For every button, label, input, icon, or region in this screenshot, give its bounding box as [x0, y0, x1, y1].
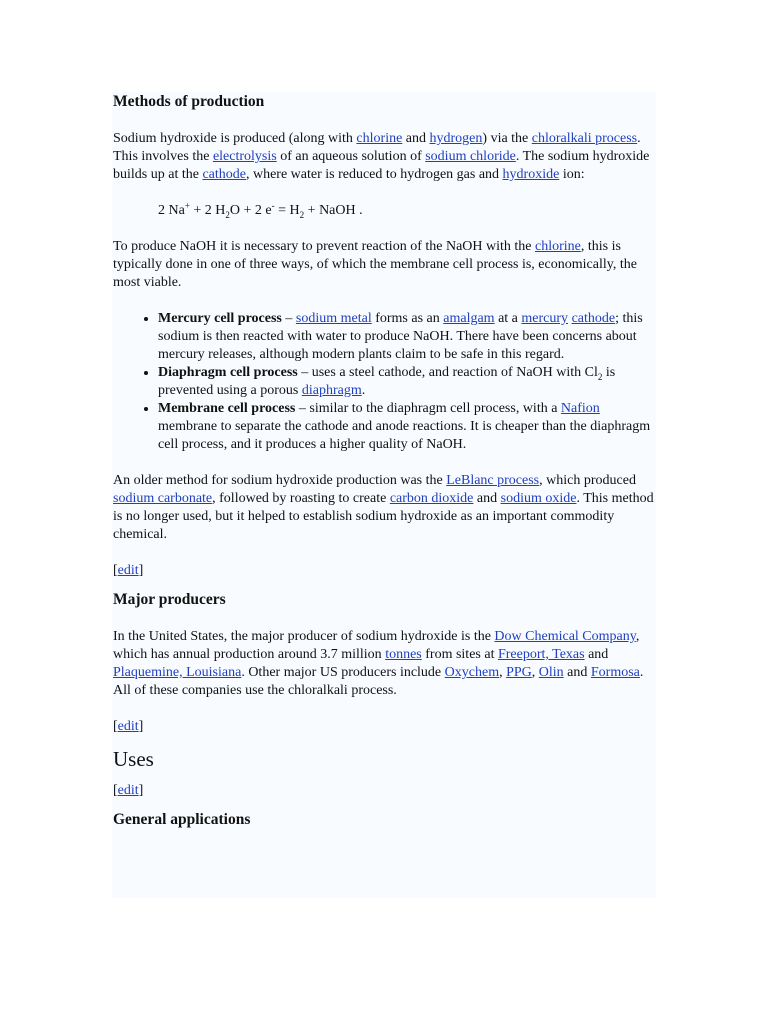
link-chlorine-2[interactable]: chlorine: [535, 239, 581, 254]
link-sodium-chloride[interactable]: sodium chloride: [425, 149, 516, 164]
text: is prevented using a porous: [158, 365, 616, 398]
text: . Other major US producers include: [241, 665, 445, 680]
superscript: +: [184, 200, 190, 211]
link-formosa[interactable]: Formosa: [590, 665, 640, 680]
link-sodium-oxide[interactable]: sodium oxide: [500, 491, 577, 506]
text: 2 Na: [158, 203, 185, 218]
heading-major-producers: Major producers: [113, 591, 226, 608]
heading-general-applications: General applications: [113, 811, 251, 828]
edit-section-uses: [113, 718, 655, 736]
text: , where water is reduced to hydrogen gas and: [245, 167, 503, 182]
link-nafion[interactable]: Nafion: [560, 401, 600, 416]
text: –: [281, 311, 296, 326]
text: , which produced: [539, 473, 636, 488]
text: O + 2 e: [229, 203, 272, 218]
link-plaquemine-louisiana[interactable]: Plaquemine, Louisiana: [113, 665, 242, 680]
text: + 2 H: [189, 203, 226, 218]
bracket: [: [113, 783, 118, 798]
chemical-equation: [113, 202, 655, 220]
link-sodium-carbonate[interactable]: sodium carbonate: [113, 491, 213, 506]
link-oxychem[interactable]: Oxychem: [444, 665, 500, 680]
text: . The sodium hydroxide builds up at the: [113, 149, 650, 182]
text: of an aqueous solution of: [276, 149, 426, 164]
text: + NaOH .: [304, 203, 363, 218]
text: . This involves the: [113, 131, 641, 164]
paragraph-producers: [113, 628, 655, 700]
text: – similar to the diaphragm cell process, with a: [295, 401, 561, 416]
list-item-mercury-cell: [158, 310, 655, 364]
text: ,: [531, 665, 539, 680]
bracket: ]: [138, 783, 144, 798]
text: Sodium hydroxide is produced (along with: [113, 131, 357, 146]
text: ) via the: [482, 131, 532, 146]
term: Diaphragm cell process: [158, 365, 298, 380]
term: Mercury cell process: [158, 311, 282, 326]
edit-link[interactable]: edit: [117, 783, 139, 798]
link-hydroxide[interactable]: hydroxide: [502, 167, 560, 182]
text: – uses a steel cathode, and reaction of NaOH with Cl: [297, 365, 598, 380]
edit-link[interactable]: edit: [117, 563, 139, 578]
production-methods-list: [113, 310, 655, 454]
link-leblanc-process[interactable]: LeBlanc process: [446, 473, 540, 488]
text: In the United States, the major producer of sodium hydroxide is the: [113, 629, 495, 644]
text: An older method for sodium hydroxide production was the: [113, 473, 447, 488]
text: and: [402, 131, 430, 146]
text: .: [361, 383, 366, 398]
term: Membrane cell process: [158, 401, 296, 416]
text: membrane to separate the cathode and anode reactions. It is cheaper than the diaphragm cell process, and it produces a higher quality of NaOH.: [158, 419, 651, 452]
text: , followed by roasting to create: [212, 491, 390, 506]
text: ,: [499, 665, 507, 680]
link-cathode-2[interactable]: cathode: [571, 311, 616, 326]
link-carbon-dioxide[interactable]: carbon dioxide: [389, 491, 474, 506]
paragraph-production-intro: [113, 130, 655, 184]
list-item-diaphragm-cell: [158, 364, 655, 400]
text: , which has annual production around 3.7 million: [113, 629, 640, 662]
text: To produce NaOH it is necessary to prevent reaction of the NaOH with the: [113, 239, 535, 254]
text: , this is typically done in one of three ways, of which the membrane cell process is, economically, the most viable.: [113, 239, 637, 290]
text: and: [584, 647, 609, 662]
edit-link[interactable]: edit: [117, 719, 139, 734]
link-mercury[interactable]: mercury: [521, 311, 569, 326]
link-chlorine[interactable]: chlorine: [356, 131, 403, 146]
text: . All of these companies use the chloralkali process.: [113, 665, 644, 698]
link-hydrogen[interactable]: hydrogen: [429, 131, 483, 146]
edit-section-producers: [113, 562, 655, 580]
text: forms as an: [371, 311, 444, 326]
subscript: 2: [299, 209, 305, 220]
heading-uses: Uses: [113, 747, 154, 771]
link-freeport-texas[interactable]: Freeport, Texas: [497, 647, 585, 662]
list-item-membrane-cell: [158, 400, 655, 454]
bracket: ]: [138, 719, 144, 734]
bracket: [: [113, 719, 118, 734]
text: = H: [274, 203, 300, 218]
text: and: [563, 665, 591, 680]
link-cathode[interactable]: cathode: [202, 167, 246, 182]
link-olin[interactable]: Olin: [538, 665, 564, 680]
text: . This method is no longer used, but it helped to establish sodium hydroxide as an important commodity chemical.: [113, 491, 654, 542]
link-diaphragm[interactable]: diaphragm: [301, 383, 362, 398]
text: ; this sodium is then reacted with water to produce NaOH. There have been concerns about mercury releases, although modern plants claim to be safe in this regard.: [158, 311, 643, 362]
text: and: [473, 491, 501, 506]
link-ppg[interactable]: PPG: [506, 665, 532, 680]
text: at a: [494, 311, 522, 326]
heading-methods-of-production: Methods of production: [113, 93, 265, 110]
text: from sites at: [421, 647, 498, 662]
link-electrolysis[interactable]: electrolysis: [212, 149, 277, 164]
subscript: 2: [597, 371, 603, 382]
link-dow-chemical[interactable]: Dow Chemical Company: [494, 629, 636, 644]
article-content: [113, 92, 655, 830]
bracket: [: [113, 563, 118, 578]
link-chloralkali-process[interactable]: chloralkali process: [531, 131, 638, 146]
link-sodium-metal[interactable]: sodium metal: [295, 311, 372, 326]
link-tonnes[interactable]: tonnes: [385, 647, 422, 662]
link-amalgam[interactable]: amalgam: [443, 311, 495, 326]
paragraph-leblanc: [113, 472, 655, 544]
superscript: -: [271, 200, 275, 211]
paragraph-prevent-reaction: [113, 238, 655, 292]
bracket: ]: [138, 563, 144, 578]
text: ion:: [559, 167, 585, 182]
subscript: 2: [225, 209, 230, 220]
edit-section-general: [113, 782, 655, 800]
